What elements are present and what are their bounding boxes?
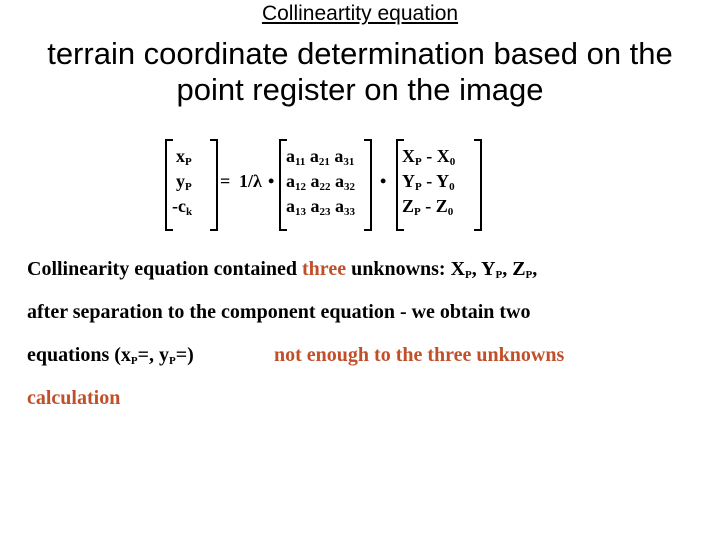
highlight-three: three	[302, 258, 347, 280]
right-vector-close-bracket	[474, 139, 482, 231]
left-vector-y: $y_P$	[176, 171, 192, 193]
equals-sign: =	[220, 171, 231, 191]
scale-factor: 1/λ	[239, 171, 262, 191]
paragraph-line-2: after separation to the component equation - we obtain two	[27, 301, 531, 323]
matrix-close-bracket	[364, 139, 372, 231]
paragraph-line-3: equations ($x_P=$, $y_P=$)	[27, 344, 194, 367]
matrix-row-2: $a_{12}$ $a_{22}$ $a_{32}$	[286, 171, 355, 193]
subtitle-line-1: terrain coordinate determination based on the	[47, 36, 673, 71]
subtitle-line-2: point register on the image	[176, 72, 544, 107]
right-vector-x: $X_P - X_0$	[402, 146, 456, 168]
slide-subtitle	[0, 36, 720, 108]
highlight-calculation: calculation	[27, 387, 121, 409]
right-vector-y: $Y_P - Y_0$	[402, 171, 455, 193]
left-vector-c: $-c_k$	[172, 196, 193, 218]
highlight-not-enough: not enough to the three unknowns	[274, 344, 565, 366]
right-vector-z: $Z_P - Z_0$	[402, 196, 454, 218]
matrix-row-1: $a_{11}$ $a_{21}$ $a_{31}$	[286, 146, 355, 168]
multiply-dot-2: •	[380, 171, 387, 191]
matrix-row-3: $a_{13}$ $a_{23}$ $a_{33}$	[286, 196, 355, 218]
left-vector-close-bracket	[210, 139, 218, 231]
paragraph-line-1: Collinearity equation contained three unknowns: $X_P$, $Y_P$, $Z_P$,	[27, 258, 538, 281]
multiply-dot-1: •	[268, 171, 275, 191]
slide-heading: Collineartity equation	[261, 2, 459, 25]
left-vector-x: $x_P$	[176, 146, 192, 168]
